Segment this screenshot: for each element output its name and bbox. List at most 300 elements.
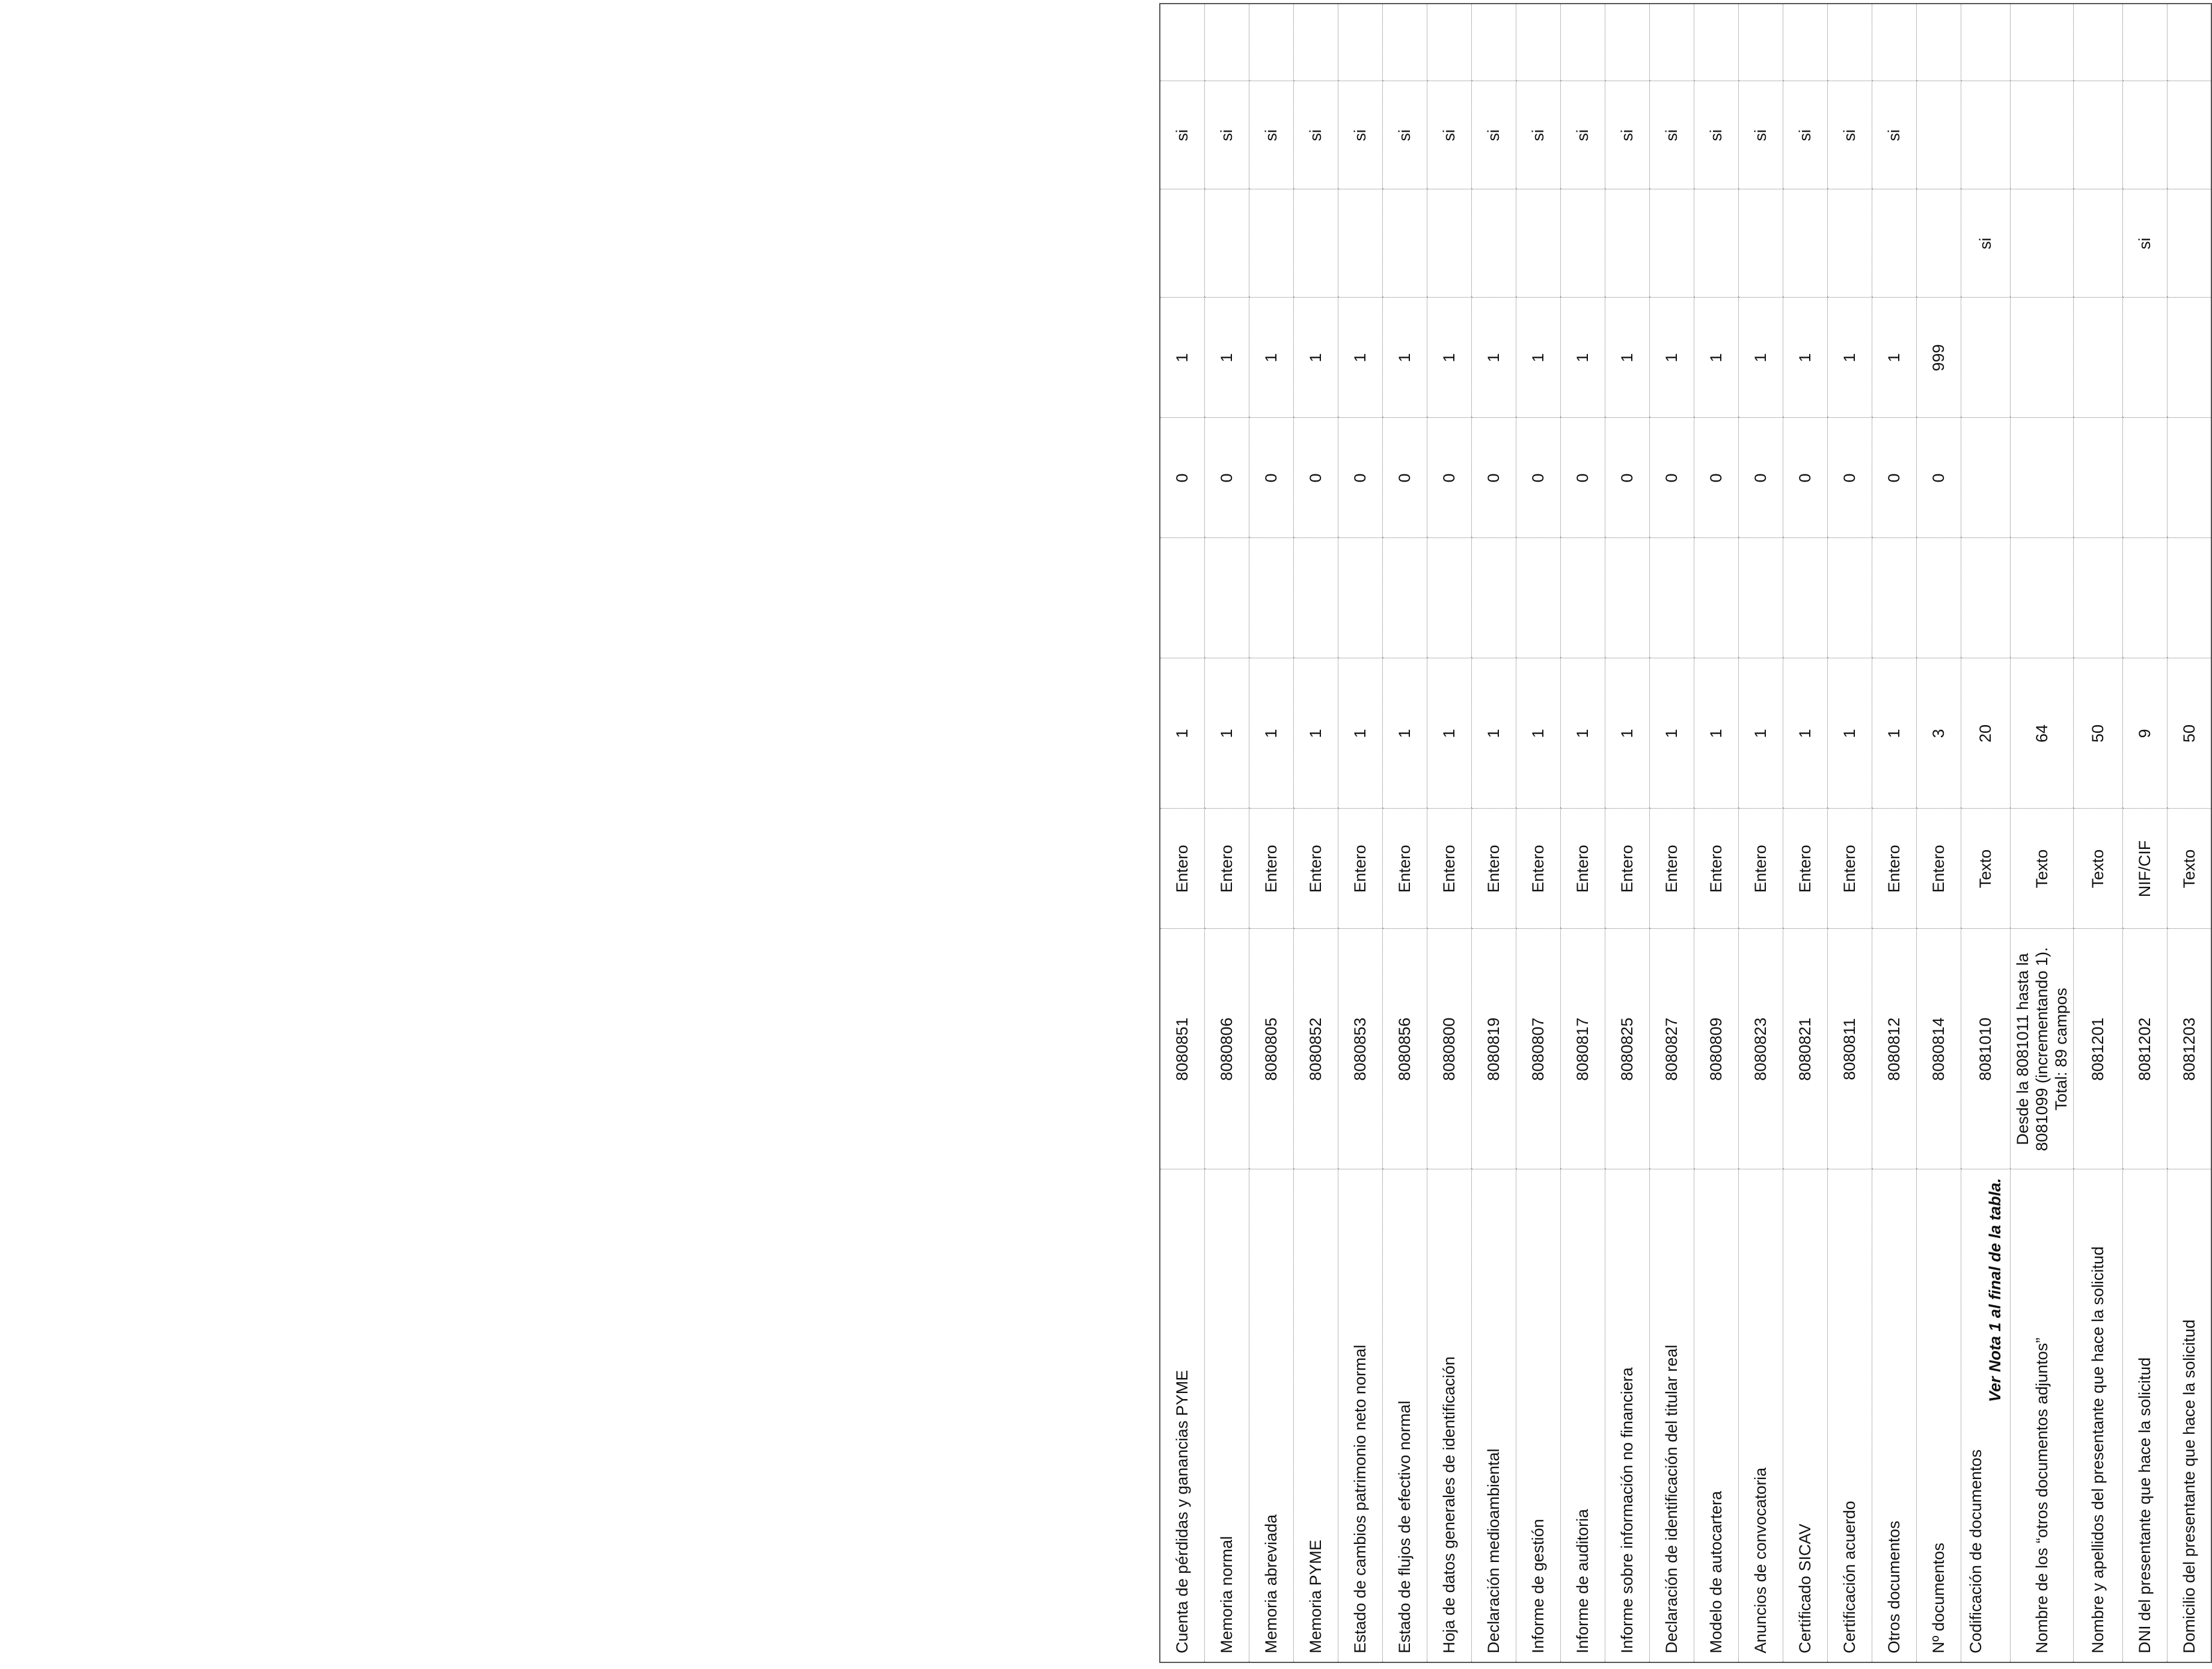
field-length-cell-text: 1 bbox=[1351, 729, 1369, 738]
note-reference: Ver Nota 1 al final de la tabla. bbox=[1986, 1178, 2004, 1403]
field-name-cell-text: Hoja de datos generales de identificación bbox=[1440, 1356, 1458, 1653]
field-name-cell-text: Otros documentos bbox=[1885, 1520, 1903, 1653]
max-value-cell bbox=[1694, 298, 1738, 418]
field-code-cell-text: 8080853 bbox=[1351, 1017, 1369, 1081]
empty-cell bbox=[1961, 538, 2010, 658]
field-type-cell-text: Entero bbox=[1840, 845, 1858, 893]
empty-cell bbox=[1427, 538, 1471, 658]
field-name-cell bbox=[1338, 1169, 1382, 1662]
flag-cell bbox=[1649, 189, 1694, 298]
flag-cell bbox=[1204, 189, 1249, 298]
min-value-cell-text: 0 bbox=[1751, 473, 1769, 483]
field-length-cell-text: 1 bbox=[1751, 729, 1769, 738]
empty-cell bbox=[1560, 4, 1605, 81]
required-cell bbox=[1204, 81, 1249, 189]
field-type-cell-text: Entero bbox=[1573, 845, 1592, 893]
field-code-cell-text: 8080856 bbox=[1396, 1017, 1414, 1081]
field-name-cell bbox=[1916, 1169, 1961, 1662]
field-length-cell bbox=[2073, 658, 2122, 809]
field-type-cell-text: Entero bbox=[1707, 845, 1725, 893]
required-cell-text: si bbox=[1440, 129, 1458, 141]
required-cell-text: si bbox=[1885, 129, 1903, 141]
field-name-cell-text: Nombre de los “otros documentos adjuntos” bbox=[2032, 1337, 2051, 1653]
field-name-cell-text: Memoria abreviada bbox=[1262, 1514, 1280, 1653]
field-length-cell-text: 1 bbox=[1173, 729, 1192, 738]
empty-cell bbox=[1605, 4, 1649, 81]
field-name-cell bbox=[1560, 1169, 1605, 1662]
field-type-cell-text: Entero bbox=[1440, 845, 1458, 893]
empty-cell bbox=[2010, 538, 2073, 658]
field-length-cell-text: 1 bbox=[1307, 729, 1325, 738]
flag-cell bbox=[2167, 189, 2211, 298]
table-row bbox=[1427, 4, 1471, 1662]
field-length-cell-text: 50 bbox=[2180, 724, 2198, 743]
field-type-cell bbox=[1293, 809, 1338, 929]
required-cell bbox=[1427, 81, 1471, 189]
empty-cell bbox=[1694, 4, 1738, 81]
empty-cell bbox=[1783, 4, 1827, 81]
empty-cell bbox=[2073, 538, 2122, 658]
required-cell bbox=[1605, 81, 1649, 189]
field-name-cell-text: Memoria PYME bbox=[1307, 1539, 1325, 1653]
required-cell bbox=[2122, 81, 2167, 189]
field-length-cell-text: 1 bbox=[1662, 729, 1680, 738]
required-cell bbox=[1249, 81, 1293, 189]
flag-cell bbox=[1694, 189, 1738, 298]
field-type-cell-text: Texto bbox=[2180, 849, 2198, 889]
field-length-cell bbox=[2010, 658, 2073, 809]
empty-cell bbox=[1783, 538, 1827, 658]
max-value-cell bbox=[1249, 298, 1293, 418]
min-value-cell bbox=[1694, 418, 1738, 538]
field-code-cell-text: 8081201 bbox=[2089, 1017, 2107, 1081]
field-type-cell bbox=[2010, 809, 2073, 929]
min-value-cell-text: 0 bbox=[1218, 473, 1236, 483]
empty-cell bbox=[1338, 538, 1382, 658]
field-name-cell bbox=[1382, 1169, 1427, 1662]
min-value-cell-text: 0 bbox=[1885, 473, 1903, 483]
min-value-cell bbox=[2010, 418, 2073, 538]
min-value-cell-text: 0 bbox=[1262, 473, 1280, 483]
empty-cell bbox=[2122, 4, 2167, 81]
min-value-cell-text: 0 bbox=[1618, 473, 1636, 483]
field-type-cell bbox=[1160, 809, 1204, 929]
empty-cell bbox=[1204, 4, 1249, 81]
empty-cell bbox=[1160, 538, 1204, 658]
min-value-cell bbox=[1872, 418, 1916, 538]
table-body bbox=[1160, 4, 2211, 1662]
field-code-cell bbox=[2073, 929, 2122, 1169]
empty-cell bbox=[1160, 4, 1204, 81]
max-value-cell bbox=[1783, 298, 1827, 418]
flag-cell bbox=[1160, 189, 1204, 298]
field-code-cell bbox=[1382, 929, 1427, 1169]
field-type-cell bbox=[1338, 809, 1382, 929]
flag-cell bbox=[1249, 189, 1293, 298]
field-length-cell-text: 1 bbox=[1840, 729, 1858, 738]
field-length-cell bbox=[1560, 658, 1605, 809]
min-value-cell-text: 0 bbox=[1929, 473, 1947, 483]
field-code-cell-text: 8080800 bbox=[1440, 1017, 1458, 1081]
table-row bbox=[1471, 4, 1516, 1662]
table-row bbox=[1827, 4, 1872, 1662]
field-name-cell-text: Estado de cambios patrimonio neto normal bbox=[1351, 1344, 1369, 1653]
field-length-cell bbox=[1872, 658, 1916, 809]
field-code-cell bbox=[1694, 929, 1738, 1169]
max-value-cell-text: 1 bbox=[1840, 353, 1858, 363]
field-length-cell bbox=[1827, 658, 1872, 809]
field-code-cell bbox=[1338, 929, 1382, 1169]
field-type-cell bbox=[1605, 809, 1649, 929]
flag-cell bbox=[1738, 189, 1783, 298]
max-value-cell-text: 1 bbox=[1662, 353, 1680, 363]
required-cell-text: si bbox=[1307, 129, 1325, 141]
field-length-cell bbox=[1516, 658, 1560, 809]
field-length-cell bbox=[2122, 658, 2167, 809]
field-length-cell-text: 9 bbox=[2136, 729, 2154, 738]
field-code-cell bbox=[1560, 929, 1605, 1169]
required-cell bbox=[1649, 81, 1694, 189]
max-value-cell-text: 999 bbox=[1929, 344, 1947, 372]
min-value-cell bbox=[1249, 418, 1293, 538]
field-code-cell-text: 8080812 bbox=[1885, 1017, 1903, 1081]
field-name-cell bbox=[2073, 1169, 2122, 1662]
field-code-cell bbox=[1783, 929, 1827, 1169]
field-length-cell-text: 1 bbox=[1262, 729, 1280, 738]
min-value-cell bbox=[2167, 418, 2211, 538]
table-row bbox=[1738, 4, 1783, 1662]
flag-cell bbox=[1872, 189, 1916, 298]
min-value-cell bbox=[1204, 418, 1249, 538]
empty-cell bbox=[1249, 538, 1293, 658]
field-type-cell bbox=[2122, 809, 2167, 929]
field-name-cell bbox=[1204, 1169, 1249, 1662]
max-value-cell bbox=[1471, 298, 1516, 418]
field-type-cell bbox=[1916, 809, 1961, 929]
field-type-cell bbox=[1738, 809, 1783, 929]
field-type-cell-text: Entero bbox=[1484, 845, 1503, 893]
field-length-cell bbox=[1694, 658, 1738, 809]
field-length-cell bbox=[1249, 658, 1293, 809]
empty-cell bbox=[1605, 538, 1649, 658]
max-value-cell-text: 1 bbox=[1796, 353, 1814, 363]
empty-cell bbox=[1827, 4, 1872, 81]
field-length-cell bbox=[1204, 658, 1249, 809]
max-value-cell bbox=[1961, 298, 2010, 418]
table-row bbox=[1916, 4, 1961, 1662]
min-value-cell bbox=[1961, 418, 2010, 538]
field-type-cell bbox=[2167, 809, 2211, 929]
field-type-cell-text: Entero bbox=[1173, 845, 1192, 893]
min-value-cell bbox=[1516, 418, 1560, 538]
min-value-cell-text: 0 bbox=[1173, 473, 1192, 483]
max-value-cell bbox=[2010, 298, 2073, 418]
min-value-cell bbox=[1738, 418, 1783, 538]
field-code-cell bbox=[2122, 929, 2167, 1169]
field-length-cell bbox=[1338, 658, 1382, 809]
field-name-cell-text: Informe de auditoria bbox=[1573, 1508, 1592, 1653]
required-cell bbox=[1694, 81, 1738, 189]
field-type-cell bbox=[1427, 809, 1471, 929]
field-code-cell-text: 8080851 bbox=[1173, 1017, 1192, 1081]
field-type-cell-text: Entero bbox=[1662, 845, 1680, 893]
field-name-cell-text: DNI del presentante que hace la solicitud bbox=[2136, 1357, 2154, 1653]
field-type-cell-text: Entero bbox=[1529, 845, 1547, 893]
empty-cell bbox=[1471, 4, 1516, 81]
field-length-cell bbox=[1160, 658, 1204, 809]
flag-cell-text: si bbox=[1976, 237, 1994, 250]
max-value-cell-text: 1 bbox=[1173, 353, 1192, 363]
max-value-cell-text: 1 bbox=[1529, 353, 1547, 363]
max-value-cell-text: 1 bbox=[1307, 353, 1325, 363]
required-cell-text: si bbox=[1351, 129, 1369, 141]
max-value-cell bbox=[1738, 298, 1783, 418]
table-row bbox=[2122, 4, 2167, 1662]
empty-cell bbox=[1694, 538, 1738, 658]
table-row bbox=[1160, 4, 1204, 1662]
field-name-cell-text: Nº documentos bbox=[1929, 1543, 1947, 1653]
table-row bbox=[1694, 4, 1738, 1662]
max-value-cell bbox=[2122, 298, 2167, 418]
field-type-cell bbox=[1783, 809, 1827, 929]
empty-cell bbox=[1649, 538, 1694, 658]
field-name-cell bbox=[1293, 1169, 1338, 1662]
empty-cell bbox=[1293, 4, 1338, 81]
field-name-cell bbox=[1694, 1169, 1738, 1662]
field-length-cell bbox=[1293, 658, 1338, 809]
table-row bbox=[2167, 4, 2211, 1662]
min-value-cell-text: 0 bbox=[1307, 473, 1325, 483]
min-value-cell-text: 0 bbox=[1440, 473, 1458, 483]
field-type-cell bbox=[1249, 809, 1293, 929]
min-value-cell-text: 0 bbox=[1351, 473, 1369, 483]
field-type-cell bbox=[1872, 809, 1916, 929]
max-value-cell bbox=[1338, 298, 1382, 418]
max-value-cell-text: 1 bbox=[1218, 353, 1236, 363]
field-code-cell-text: 8080807 bbox=[1529, 1017, 1547, 1081]
empty-cell bbox=[1293, 538, 1338, 658]
empty-cell bbox=[2167, 4, 2211, 81]
empty-cell bbox=[1649, 4, 1694, 81]
required-cell-text: si bbox=[1262, 129, 1280, 141]
required-cell bbox=[2073, 81, 2122, 189]
flag-cell bbox=[2122, 189, 2167, 298]
max-value-cell bbox=[1605, 298, 1649, 418]
required-cell bbox=[1872, 81, 1916, 189]
required-cell bbox=[1338, 81, 1382, 189]
field-name-cell bbox=[1427, 1169, 1471, 1662]
min-value-cell-text: 0 bbox=[1529, 473, 1547, 483]
field-length-cell-text: 64 bbox=[2032, 724, 2051, 743]
max-value-cell bbox=[1204, 298, 1249, 418]
field-length-cell-text: 1 bbox=[1707, 729, 1725, 738]
empty-cell bbox=[1916, 4, 1961, 81]
field-name-cell-text: Certificado SICAV bbox=[1796, 1524, 1814, 1653]
field-length-cell bbox=[2167, 658, 2211, 809]
field-code-cell bbox=[1249, 929, 1293, 1169]
field-length-cell-text: 1 bbox=[1529, 729, 1547, 738]
required-cell bbox=[1738, 81, 1783, 189]
field-code-cell bbox=[2167, 929, 2211, 1169]
field-code-cell bbox=[1738, 929, 1783, 1169]
required-cell bbox=[1382, 81, 1427, 189]
empty-cell bbox=[1872, 4, 1916, 81]
empty-cell bbox=[1872, 538, 1916, 658]
field-type-cell bbox=[1694, 809, 1738, 929]
table-row bbox=[2010, 4, 2073, 1662]
field-code-cell bbox=[1872, 929, 1916, 1169]
min-value-cell-text: 0 bbox=[1662, 473, 1680, 483]
min-value-cell-text: 0 bbox=[1573, 473, 1592, 483]
empty-cell bbox=[1382, 4, 1427, 81]
field-code-cell-text: 8080805 bbox=[1262, 1017, 1280, 1081]
flag-cell bbox=[1382, 189, 1427, 298]
field-type-cell bbox=[1382, 809, 1427, 929]
field-type-cell bbox=[1471, 809, 1516, 929]
field-type-cell-text: Entero bbox=[1751, 845, 1769, 893]
max-value-cell bbox=[1516, 298, 1560, 418]
min-value-cell bbox=[1471, 418, 1516, 538]
required-cell-text: si bbox=[1218, 129, 1236, 141]
empty-cell bbox=[1516, 4, 1560, 81]
empty-cell bbox=[1204, 538, 1249, 658]
flag-cell bbox=[1827, 189, 1872, 298]
field-type-cell bbox=[1204, 809, 1249, 929]
table-row bbox=[1516, 4, 1560, 1662]
field-type-cell-text: Entero bbox=[1396, 845, 1414, 893]
table-row bbox=[1204, 4, 1249, 1662]
field-length-cell bbox=[1783, 658, 1827, 809]
table-row bbox=[1783, 4, 1827, 1662]
field-length-cell-text: 1 bbox=[1885, 729, 1903, 738]
empty-cell bbox=[2010, 4, 2073, 81]
required-cell-text: si bbox=[1840, 129, 1858, 141]
required-cell-text: si bbox=[1618, 129, 1636, 141]
empty-cell bbox=[1916, 538, 1961, 658]
min-value-cell-text: 0 bbox=[1796, 473, 1814, 483]
table-row bbox=[1382, 4, 1427, 1662]
max-value-cell bbox=[1649, 298, 1694, 418]
required-cell bbox=[1560, 81, 1605, 189]
field-code-cell-text: 8081010 bbox=[1976, 1017, 1994, 1081]
field-type-cell-text: NIF/CIF bbox=[2136, 840, 2154, 898]
table-row bbox=[1338, 4, 1382, 1662]
field-code-cell-text: 8080823 bbox=[1751, 1017, 1769, 1081]
field-name-cell-text: Informe sobre información no financiera bbox=[1618, 1367, 1636, 1653]
max-value-cell bbox=[1916, 298, 1961, 418]
field-length-cell-text: 1 bbox=[1396, 729, 1414, 738]
field-code-cell-text: 8080811 bbox=[1840, 1018, 1858, 1080]
field-length-cell bbox=[1382, 658, 1427, 809]
field-code-cell bbox=[1916, 929, 1961, 1169]
table-row bbox=[1249, 4, 1293, 1662]
field-type-cell-text: Texto bbox=[2089, 849, 2107, 889]
empty-cell bbox=[1471, 538, 1516, 658]
field-code-cell bbox=[1204, 929, 1249, 1169]
field-name-cell bbox=[2010, 1169, 2073, 1662]
field-type-cell-text: Entero bbox=[1262, 845, 1280, 893]
field-type-cell-text: Entero bbox=[1929, 845, 1947, 893]
table-row bbox=[2073, 4, 2122, 1662]
required-cell-text: si bbox=[1396, 129, 1414, 141]
field-type-cell bbox=[1827, 809, 1872, 929]
field-length-cell-text: 1 bbox=[1440, 729, 1458, 738]
field-length-cell bbox=[1738, 658, 1783, 809]
min-value-cell-text: 0 bbox=[1707, 473, 1725, 483]
field-code-cell bbox=[1516, 929, 1560, 1169]
empty-cell bbox=[1427, 4, 1471, 81]
field-code-cell bbox=[2010, 929, 2073, 1169]
required-cell-text: si bbox=[1662, 129, 1680, 141]
field-length-cell bbox=[1605, 658, 1649, 809]
required-cell-text: si bbox=[1484, 129, 1503, 141]
table-row bbox=[1961, 4, 2010, 1662]
field-length-cell-text: 1 bbox=[1573, 729, 1592, 738]
max-value-cell bbox=[1293, 298, 1338, 418]
field-type-cell bbox=[1560, 809, 1605, 929]
field-name-cell-text: Modelo de autocartera bbox=[1707, 1490, 1725, 1653]
field-code-cell bbox=[1293, 929, 1338, 1169]
field-name-cell bbox=[1160, 1169, 1204, 1662]
field-name-cell bbox=[2122, 1169, 2167, 1662]
field-type-cell-text: Entero bbox=[1218, 845, 1236, 893]
min-value-cell-text: 0 bbox=[1396, 473, 1414, 483]
field-name-cell-text: Cuenta de pérdidas y ganancias PYME bbox=[1173, 1370, 1192, 1653]
field-code-cell bbox=[1649, 929, 1694, 1169]
max-value-cell bbox=[1427, 298, 1471, 418]
field-name-cell bbox=[1249, 1169, 1293, 1662]
min-value-cell-text: 0 bbox=[1484, 473, 1503, 483]
field-code-cell bbox=[1605, 929, 1649, 1169]
min-value-cell bbox=[1827, 418, 1872, 538]
flag-cell bbox=[1783, 189, 1827, 298]
field-length-cell bbox=[1961, 658, 2010, 809]
required-cell bbox=[1916, 81, 1961, 189]
table-row bbox=[1872, 4, 1916, 1662]
max-value-cell bbox=[1160, 298, 1204, 418]
flag-cell bbox=[1916, 189, 1961, 298]
min-value-cell bbox=[1293, 418, 1338, 538]
field-length-cell bbox=[1649, 658, 1694, 809]
min-value-cell bbox=[1560, 418, 1605, 538]
field-name-cell-text: Certificación acuerdo bbox=[1840, 1501, 1858, 1653]
field-length-cell-text: 50 bbox=[2089, 724, 2107, 743]
field-code-cell bbox=[1961, 929, 2010, 1169]
required-cell bbox=[1293, 81, 1338, 189]
rotated-table-wrapper bbox=[1159, 4, 2204, 1663]
field-length-cell-text: 1 bbox=[1618, 729, 1636, 738]
max-value-cell-text: 1 bbox=[1351, 353, 1369, 363]
empty-cell bbox=[1338, 4, 1382, 81]
min-value-cell bbox=[2073, 418, 2122, 538]
required-cell bbox=[1783, 81, 1827, 189]
field-code-cell-text: Desde la 8081011 hasta la 8081099 (incrementando 1). Total: 89 campos bbox=[2013, 947, 2070, 1151]
field-code-cell-text: 8080852 bbox=[1307, 1017, 1325, 1081]
min-value-cell bbox=[1605, 418, 1649, 538]
field-code-cell-text: 8080817 bbox=[1573, 1017, 1592, 1081]
flag-cell-text: si bbox=[2136, 237, 2154, 250]
field-length-cell bbox=[1427, 658, 1471, 809]
field-type-cell-text: Entero bbox=[1618, 845, 1636, 893]
min-value-cell bbox=[1338, 418, 1382, 538]
max-value-cell bbox=[1560, 298, 1605, 418]
field-name-cell-text: Estado de flujos de efectivo normal bbox=[1396, 1400, 1414, 1653]
flag-cell bbox=[2073, 189, 2122, 298]
field-name-cell bbox=[1961, 1169, 2010, 1662]
field-length-cell bbox=[1916, 658, 1961, 809]
max-value-cell-text: 1 bbox=[1751, 353, 1769, 363]
min-value-cell bbox=[1382, 418, 1427, 538]
